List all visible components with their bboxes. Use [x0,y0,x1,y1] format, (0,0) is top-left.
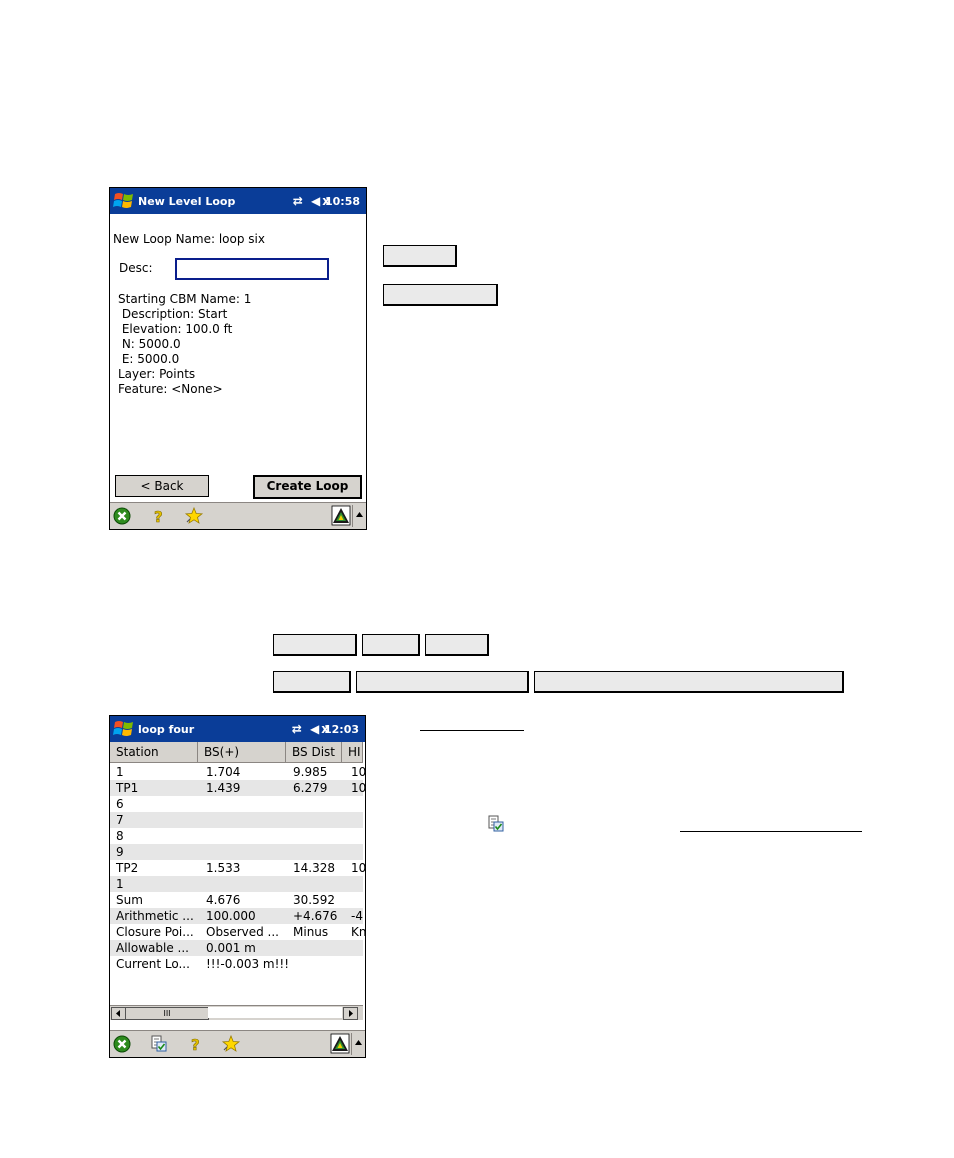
scroll-track[interactable] [208,1007,342,1018]
check-list-icon [487,815,505,833]
table-row[interactable] [110,876,363,892]
info-line: Description: Start [118,307,228,321]
table-cell: 9 [116,845,124,859]
left-arrow-icon [112,1008,125,1019]
title-bar [110,188,366,214]
table-row[interactable] [110,860,367,876]
app-title: loop four [138,723,195,736]
column-header-station[interactable]: Station [110,742,198,762]
loop-name-label: New Loop Name: loop six [113,232,265,246]
table-cell: 4.676 [206,893,241,907]
check-list-icon[interactable] [150,1035,168,1053]
table-row[interactable] [110,892,363,908]
info-line: Starting CBM Name: 1 [118,292,252,306]
table-row[interactable] [110,956,363,972]
table-row[interactable] [110,828,363,844]
table-row[interactable] [110,924,367,940]
table-cell: Kn [351,925,367,939]
doc-key-button [383,245,457,267]
info-line: Feature: <None> [118,382,223,396]
table-cell: 14.328 [293,861,335,875]
doc-blank-underline [680,831,862,832]
back-button[interactable]: < Back [115,475,209,497]
table-cell: Allowable ... [116,941,189,955]
command-bar [110,1030,365,1057]
grid-header [110,742,363,763]
table-cell: 7 [116,813,124,827]
column-header-hi[interactable]: HI [342,742,363,762]
table-cell: Sum [116,893,143,907]
table-cell: 10 [351,861,367,875]
new-level-loop-screen [109,187,367,530]
table-row[interactable] [110,812,363,828]
doc-key-button [534,671,844,693]
table-cell: Minus [293,925,329,939]
clock[interactable]: 10:58 [324,195,360,208]
close-icon[interactable] [113,507,131,525]
title-bar [110,716,365,742]
table-cell: TP1 [116,781,139,795]
horizontal-scrollbar[interactable] [110,1005,363,1020]
table-cell: 1.533 [206,861,241,875]
column-header-bs-dist[interactable]: BS Dist [286,742,342,762]
right-arrow-icon [344,1008,357,1019]
table-cell: 10 [351,765,367,779]
sip-up-arrow-icon[interactable] [355,511,364,519]
doc-blank-underline [420,730,524,731]
table-cell: 10 [351,781,367,795]
app-title: New Level Loop [138,195,236,208]
connectivity-volume-icons[interactable]: ⇄ ◀x [292,194,332,208]
table-row[interactable] [110,796,363,812]
table-cell: 9.985 [293,765,328,779]
info-line: E: 5000.0 [118,352,180,366]
doc-key-button [425,634,489,656]
info-line: Elevation: 100.0 ft [118,322,233,336]
trimble-icon[interactable] [331,1034,349,1053]
table-row[interactable] [110,908,363,924]
table-cell: 8 [116,829,124,843]
command-bar-separator [351,1033,352,1055]
level-loop-grid-screen [109,715,366,1058]
table-cell: Current Lo... [116,957,190,971]
table-cell: 1.704 [206,765,241,779]
info-line: Layer: Points [118,367,196,381]
table-cell: -4 [351,909,363,923]
table-cell: +4.676 [293,909,338,923]
table-cell: 100.000 [206,909,256,923]
connectivity-volume-icons[interactable]: ⇄ ◀x [291,722,331,736]
info-line: N: 5000.0 [118,337,181,351]
scroll-right-button[interactable] [343,1007,358,1020]
table-cell: !!!-0.003 m!!! [206,957,290,971]
command-bar-separator [352,505,353,527]
desc-label: Desc: [119,261,153,275]
table-cell: Closure Poi... [116,925,194,939]
table-row[interactable] [110,764,367,780]
table-row[interactable] [110,844,363,860]
table-cell: 0.001 m [206,941,256,955]
help-icon[interactable] [187,1035,205,1053]
table-row[interactable] [110,940,363,956]
desc-input[interactable] [175,258,329,280]
close-icon[interactable] [113,1035,131,1053]
table-row[interactable] [110,780,367,796]
favorites-icon[interactable] [222,1035,240,1053]
table-cell: 1 [116,877,124,891]
svg-text:?: ? [154,508,163,526]
start-menu-icon[interactable] [112,718,136,740]
doc-key-button [383,284,498,306]
table-cell: TP2 [116,861,139,875]
doc-key-button [356,671,529,693]
doc-key-button [273,634,357,656]
favorites-icon[interactable] [185,507,203,525]
doc-key-button [273,671,351,693]
table-cell: Observed ... [206,925,279,939]
scroll-left-button[interactable] [111,1007,126,1020]
clock[interactable]: 12:03 [323,723,359,736]
doc-key-button [362,634,420,656]
table-cell: 30.592 [293,893,335,907]
start-menu-icon[interactable] [112,190,136,212]
table-cell: 6 [116,797,124,811]
table-cell: 6.279 [293,781,328,795]
command-bar [110,502,366,529]
sip-up-arrow-icon[interactable] [354,1039,363,1047]
column-header-bs[interactable]: BS(+) [198,742,286,762]
trimble-icon[interactable] [332,506,350,525]
table-cell: 1.439 [206,781,241,795]
svg-text:?: ? [191,1036,200,1054]
help-icon[interactable] [150,507,168,525]
create-loop-button[interactable]: Create Loop [253,475,362,499]
table-cell: 1 [116,765,124,779]
scroll-thumb[interactable]: III [125,1007,209,1020]
table-cell: Arithmetic ... [116,909,194,923]
